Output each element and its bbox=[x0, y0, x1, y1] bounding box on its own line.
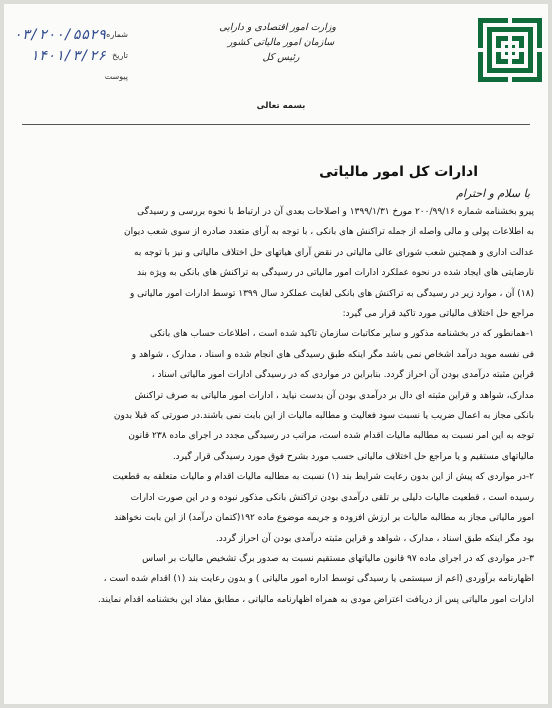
body-line: توجه به این امر نسبت به مطالبه مالیات اقدام شده است، مراتب در رسیدگی مجدد در اجرای ماده ۲۳۸ قانون bbox=[128, 431, 534, 442]
header-divider bbox=[22, 124, 530, 125]
body-line: امور مالیاتی مجاز به مطالبه مالیات بر ارزش افزوده و جریمه موضوع ماده ۱۹۲(کتمان درآمد) از این بابت نخواهند bbox=[114, 513, 534, 524]
body-line: اظهارنامه برآوردی (اعم از سیستمی یا رسیدگی توسط اداره امور مالیاتی ) و بدون رعایت بند (۱) اقدام شده است ، bbox=[103, 574, 534, 585]
org-line-organization: سازمان امور مالیاتی کشور bbox=[227, 37, 335, 48]
org-line-ministry: وزارت امور اقتصادی و دارایی bbox=[219, 22, 336, 33]
body-line: قراین مثبته درآمدی بودن آن احراز گردد. بنابراین در مواردی که در رسیدگی ادارات امور مالیاتی اسناد ، bbox=[151, 370, 534, 381]
body-line: ۱-همانطور که در بخشنامه مذکور و سایر مکاتبات سازمان تاکید شده است ، اطلاعات حساب های بانکی bbox=[150, 329, 534, 340]
body-line: فی نفسه موید درآمد اشخاص نمی باشد مگر اینکه طبق رسیدگی های انجام شده و اسناد ، مدارک ، شواهد و bbox=[131, 349, 534, 360]
body-line: رسیده است ، قطعیت مالیات دلیلی بر تلقی درآمدی بودن تراکنش بانکی مذکور نبوده و در این صورت ادارات bbox=[130, 492, 534, 503]
body-line: ۲-در مواردی که پیش از این بدون رعایت شرایط بند (۱) نسبت به مطالبه مالیات اقدام و مالیات متعلقه به قطعیت bbox=[112, 472, 534, 483]
date-value: ۱۴۰۱/۳/۲۶ bbox=[30, 47, 106, 64]
body-line: عدالت اداری و همچنین شعب شورای عالی مالیاتی در نقض آرای هیاتهای حل اختلاف مالیاتی و نیز با توجه به bbox=[134, 247, 534, 258]
body-line: بود مگر اینکه طبق اسناد ، مدارک ، شواهد و قراین مثبته درآمدی بودن آن احراز گردد. bbox=[215, 533, 534, 544]
number-value: ۰۳/۲۰۰/۵۵۲۹ bbox=[13, 26, 107, 43]
body-line: مالیاتهای مستقیم و یا مراجع حل اختلاف مالیاتی حسب مورد بشرح فوق مورد رسیدگی قرار گیرد. bbox=[172, 451, 534, 462]
addressee: ادارات کل امور مالیاتی bbox=[319, 164, 478, 180]
bismillah: بسمه تعالی bbox=[256, 101, 306, 111]
attachment-row bbox=[18, 66, 128, 87]
body-line: به اطلاعات پولی و مالی واصله از جمله تراکنش های بانکی ، با توجه به آرای متعدد صادره از سوی شعب دیوان bbox=[123, 227, 534, 238]
greeting: با سلام و احترام bbox=[456, 187, 530, 200]
organization-logo bbox=[478, 18, 542, 82]
body-line: مراجع حل اختلاف مالیاتی مورد تاکید قرار می گیرد: bbox=[342, 309, 534, 320]
number-row bbox=[13, 24, 128, 45]
letter-page bbox=[4, 4, 548, 704]
body-line: پیرو بخشنامه شماره ۲۰۰/۹۹/۱۶ مورخ ۱۳۹۹/۱/۳۱ و اصلاحات بعدی آن در ارتباط با نحوه بررسی و رسیدگی bbox=[137, 207, 534, 217]
org-line-head: رئیس کل bbox=[262, 52, 300, 63]
body-line: بانکی مجاز به اعمال ضریب یا نسبت سود فعالیت و مطالبه مالیات از این بابت نمی باشند.در صورتی که قبلا بدون bbox=[113, 411, 534, 422]
body-line: (۱۸) آن ، موارد زیر در رسیدگی به تراکنش های بانکی لغایت عملکرد سال ۱۳۹۹ توسط ادارات امور مالیاتی و bbox=[129, 288, 534, 299]
date-row bbox=[18, 45, 128, 66]
number-label: شماره bbox=[106, 30, 128, 39]
body-line: نارضایتی های ایجاد شده در نحوه عملکرد ادارات امور مالیاتی در رسیدگی به تراکنش های بانکی به ویژه بند bbox=[136, 268, 534, 279]
body-line: مدارک، شواهد و قراین مثبته ای دال بر درآمدی بودن آن بدست نیاید ، ادارات امور مالیاتی به صرف تراکنش bbox=[134, 390, 534, 401]
letter-meta bbox=[13, 24, 128, 87]
date-label: تاریخ bbox=[112, 51, 128, 60]
body-line: ۳-در مواردی که در اجرای ماده ۹۷ قانون مالیاتهای مستقیم نسبت به صدور برگ تشخیص مالیات بر اساس bbox=[142, 553, 534, 564]
letter-body bbox=[20, 202, 534, 610]
organization-header bbox=[219, 20, 336, 65]
body-line: ادارات امور مالیاتی پس از دریافت اعتراض مودی به همراه اظهارنامه مالیاتی ، مطابق مفاد این بخشنامه اقدام نمایند. bbox=[97, 594, 534, 605]
attachment-label: پیوست bbox=[104, 72, 128, 81]
